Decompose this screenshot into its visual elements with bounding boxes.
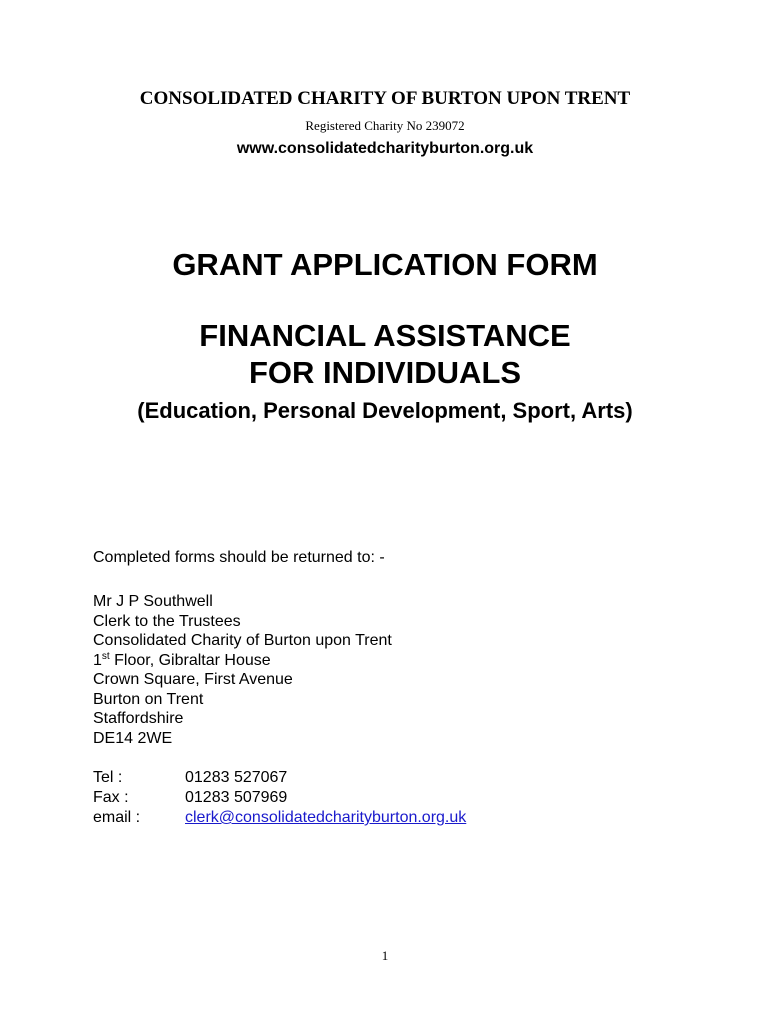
email-label: email :	[93, 809, 141, 826]
return-instructions: Completed forms should be returned to: -	[93, 549, 385, 566]
charity-name: CONSOLIDATED CHARITY OF BURTON UPON TRENT	[139, 88, 631, 109]
address-role: Clerk to the Trustees	[93, 612, 241, 630]
email-link[interactable]: clerk@consolidatedcharityburton.org.uk	[185, 809, 467, 826]
address-floor	[93, 651, 392, 671]
tel-value: 01283 527067	[185, 769, 288, 786]
return-address	[93, 592, 392, 748]
form-title: GRANT APPLICATION FORM	[172, 247, 598, 282]
tel-label: Tel :	[93, 769, 123, 786]
address-organisation: Consolidated Charity of Burton upon Trent	[93, 632, 392, 649]
address-floor-rest: Floor, Gibraltar House	[109, 651, 271, 669]
fax-value: 01283 507969	[185, 789, 288, 806]
contact-details	[93, 768, 466, 828]
form-categories: (Education, Personal Development, Sport, Arts)	[137, 398, 633, 423]
contact-tel-row	[93, 768, 466, 788]
form-subtitle-line2: FOR INDIVIDUALS	[248, 355, 522, 390]
address-postcode: DE14 2WE	[93, 729, 173, 747]
contact-fax-row	[93, 788, 466, 808]
registration-number: Registered Charity No 239072	[305, 118, 465, 133]
address-floor-suffix: st	[101, 650, 110, 662]
contact-email-row	[93, 808, 466, 828]
address-county: Staffordshire	[93, 710, 184, 727]
address-town: Burton on Trent	[93, 690, 204, 708]
fax-label: Fax :	[93, 789, 129, 806]
website-address: www.consolidatedcharityburton.org.uk	[236, 140, 534, 157]
address-name: Mr J P Southwell	[93, 593, 213, 610]
form-subtitle-line1: FINANCIAL ASSISTANCE	[199, 318, 571, 353]
page-number: 1	[381, 948, 389, 963]
address-street: Crown Square, First Avenue	[93, 671, 293, 688]
address-floor-number: 1	[93, 651, 102, 669]
